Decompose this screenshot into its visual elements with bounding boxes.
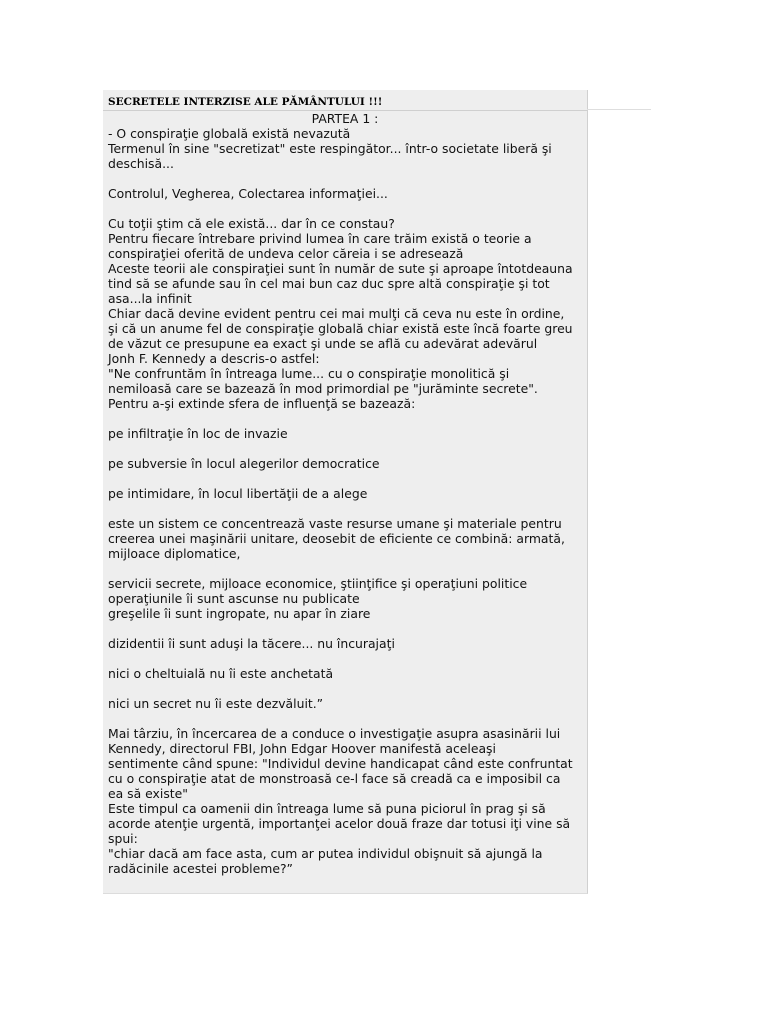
text-line: Controlul, Vegherea, Colectarea informaţiei... — [108, 186, 388, 201]
text-line: ea să existe" — [108, 786, 188, 801]
text-line: este un sistem ce concentrează vaste resurse umane şi materiale pentru — [108, 516, 562, 531]
paragraph-gap — [108, 651, 586, 666]
text-line: şi că un anume fel de conspiraţie globală chiar există este încă foarte greu — [108, 321, 573, 336]
text-line: tind să se afunde sau în cel mai bun caz duc spre altă conspiraţie şi tot — [108, 276, 550, 291]
text-line: nici un secret nu îi este dezvăluit.” — [108, 696, 324, 711]
paragraph-gap — [108, 561, 586, 576]
text-line: Jonh F. Kennedy a descris-o astfel: — [108, 351, 320, 366]
text-line: - O conspiraţie globală există nevazută — [108, 126, 351, 141]
text-line: Este timpul ca oamenii din întreaga lume să puna piciorul în prag şi să — [108, 801, 546, 816]
text-line: Chiar dacă devine evident pentru cei mai mulţi că ceva nu este în ordine, — [108, 306, 565, 321]
paragraph-gap — [108, 621, 586, 636]
paragraph-gap — [108, 441, 586, 456]
text-line: pe intimidare, în locul libertăţii de a alege — [108, 486, 368, 501]
text-line: nemiloasă care se bazează în mod primordial pe "jurăminte secrete". — [108, 381, 538, 396]
text-line: "Ne confruntăm în întreaga lume... cu o conspiraţie monolitică şi — [108, 366, 510, 381]
text-line: conspiraţiei oferită de undeva celor căreia i se adresează — [108, 246, 464, 261]
paragraph-gap — [108, 201, 586, 216]
text-line: pe infiltraţie în loc de invazie — [108, 426, 288, 441]
text-line: Pentru a-şi extinde sfera de influenţă se bazează: — [108, 396, 416, 411]
part-heading: PARTEA 1 : — [311, 111, 379, 126]
paragraph-gap — [108, 471, 586, 486]
text-line: creerea unei maşinării unitare, deosebit de eficiente ce combină: armată, — [108, 531, 565, 546]
text-line: operaţiunile îi sunt ascunse nu publicate — [108, 591, 360, 606]
text-line: radăcinile acestei probleme?” — [108, 861, 293, 876]
paragraph-gap — [108, 501, 586, 516]
document-title: SECRETELE INTERZISE ALE PĂMÂNTULUI !!! — [108, 96, 383, 108]
header-divider — [587, 109, 651, 110]
text-line: acorde atenţie urgentă, importanţei acelor două fraze dar totusi iţi vine să — [108, 816, 571, 831]
text-line: Kennedy, directorul FBI, John Edgar Hoover manifestă aceleaşi — [108, 741, 496, 756]
text-line: mijloace diplomatice, — [108, 546, 241, 561]
text-line: "chiar dacă am face asta, cum ar putea individul obişnuit să ajungă la — [108, 846, 543, 861]
text-line: Pentru fiecare întrebare privind lumea în care trăim există o teorie a — [108, 231, 532, 246]
text-line: greşelile îi sunt ingropate, nu apar în ziare — [108, 606, 371, 621]
paragraph-gap — [108, 411, 586, 426]
text-line: servicii secrete, mijloace economice, ştiinţifice şi operaţiuni politice — [108, 576, 528, 591]
text-line: Termenul în sine "secretizat" este respingător... într-o societate liberă şi — [108, 141, 552, 156]
text-line: Mai târziu, în încercarea de a conduce o investigaţie asupra asasinării lui — [108, 726, 561, 741]
document-body — [108, 126, 586, 876]
text-line: pe subversie în locul alegerilor democratice — [108, 456, 380, 471]
text-line: dizidentii îi sunt aduşi la tăcere... nu încurajaţi — [108, 636, 395, 651]
text-line: Aceste teorii ale conspiraţiei sunt în număr de sute şi aproape întotdeauna — [108, 261, 573, 276]
text-line: sentimente când spune: "Individul devine handicapat când este confruntat — [108, 756, 573, 771]
text-line: Cu toţii ştim că ele există... dar în ce constau? — [108, 216, 395, 231]
text-line: nici o cheltuială nu îi este anchetată — [108, 666, 334, 681]
text-line: cu o conspiraţie atat de monstroasă ce-l face să creadă ca e imposibil ca — [108, 771, 561, 786]
paragraph-gap — [108, 171, 586, 186]
text-line: deschisă... — [108, 156, 174, 171]
paragraph-gap — [108, 681, 586, 696]
text-line: asa...la infinit — [108, 291, 192, 306]
text-line: spui: — [108, 831, 138, 846]
paragraph-gap — [108, 711, 586, 726]
text-line: de văzut ce presupune ea exact şi unde se află cu adevărat adevărul — [108, 336, 538, 351]
